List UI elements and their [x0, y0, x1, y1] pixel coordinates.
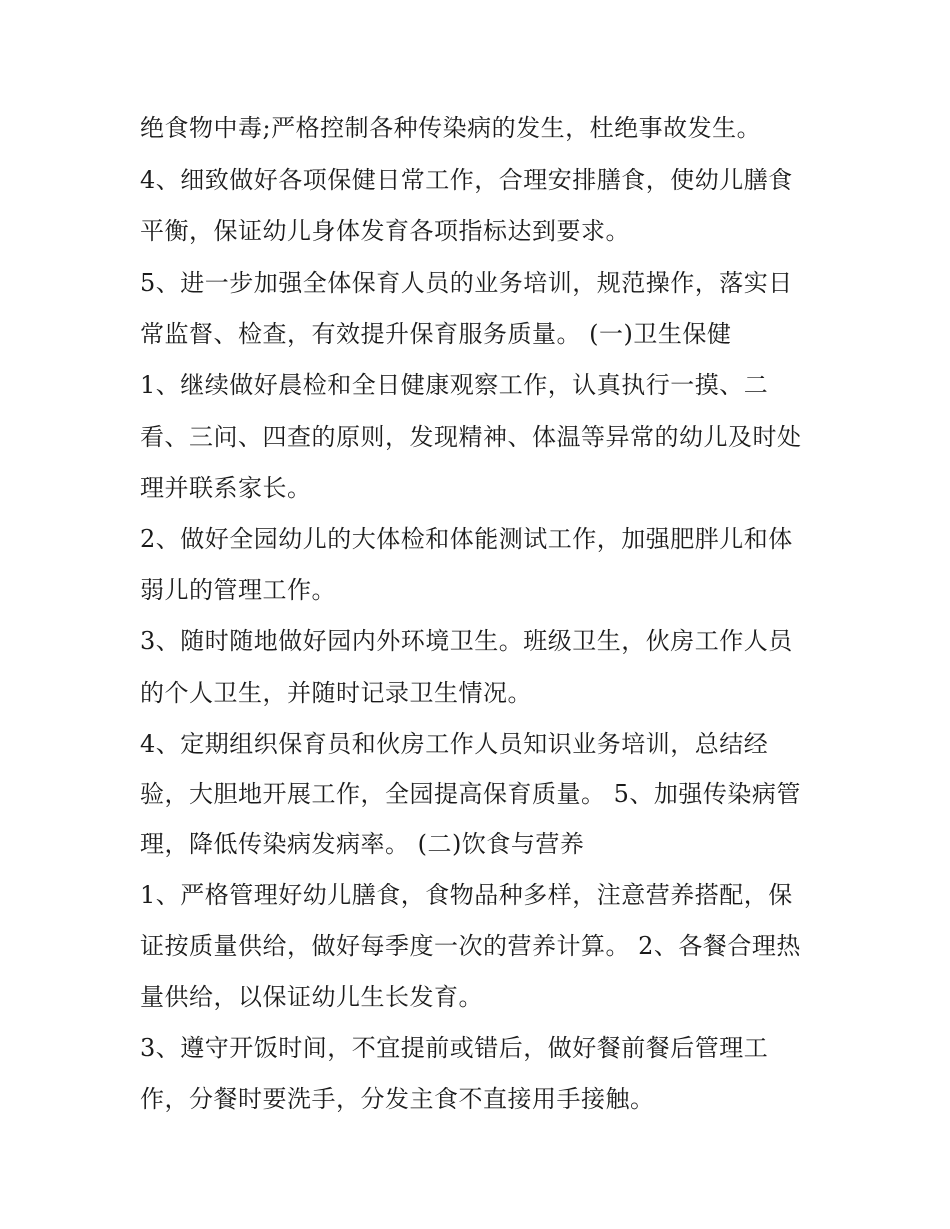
text-line-5: 常监督、检查，有效提升保育服务质量。 (一)卫生保健: [140, 320, 732, 348]
text-line-4: 5、进一步加强全体保育人员的业务培训，规范操作，落实日: [140, 269, 793, 297]
text-line-15: 理，降低传染病发病率。 (二)饮食与营养: [140, 830, 585, 858]
text-line-10: 弱儿的管理工作。: [140, 576, 336, 604]
text-line-19: 3、遵守开饭时间，不宜提前或错后，做好餐前餐后管理工: [140, 1034, 769, 1062]
text-line-2: 4、细致做好各项保健日常工作，合理安排膳食，使幼儿膳食: [140, 166, 793, 194]
text-line-3: 平衡，保证幼儿身体发育各项指标达到要求。: [140, 217, 630, 245]
text-line-1: 绝食物中毒;严格控制各种传染病的发生，杜绝事故发生。: [140, 114, 762, 142]
text-line-16: 1、严格管理好幼儿膳食，食物品种多样，注意营养搭配，保: [140, 881, 793, 909]
text-line-6: 1、继续做好晨检和全日健康观察工作，认真执行一摸、二: [140, 371, 769, 399]
text-line-8: 理并联系家长。: [140, 474, 312, 502]
text-line-11: 3、随时随地做好园内外环境卫生。班级卫生，伙房工作人员: [140, 627, 793, 655]
text-line-12: 的个人卫生，并随时记录卫生情况。: [140, 679, 532, 707]
text-line-18: 量供给，以保证幼儿生长发育。: [140, 983, 483, 1011]
text-line-20: 作，分餐时要洗手，分发主食不直接用手接触。: [140, 1085, 655, 1113]
text-line-7: 看、三问、四查的原则，发现精神、体温等异常的幼儿及时处: [140, 423, 802, 451]
text-line-9: 2、做好全园幼儿的大体检和体能测试工作，加强肥胖儿和体: [140, 525, 793, 553]
text-line-14: 验，大胆地开展工作，全园提高保育质量。 5、加强传染病管: [140, 780, 801, 808]
text-line-13: 4、定期组织保育员和伙房工作人员知识业务培训，总结经: [140, 730, 769, 758]
text-line-17: 证按质量供给，做好每季度一次的营养计算。 2、各餐合理热: [140, 932, 801, 960]
